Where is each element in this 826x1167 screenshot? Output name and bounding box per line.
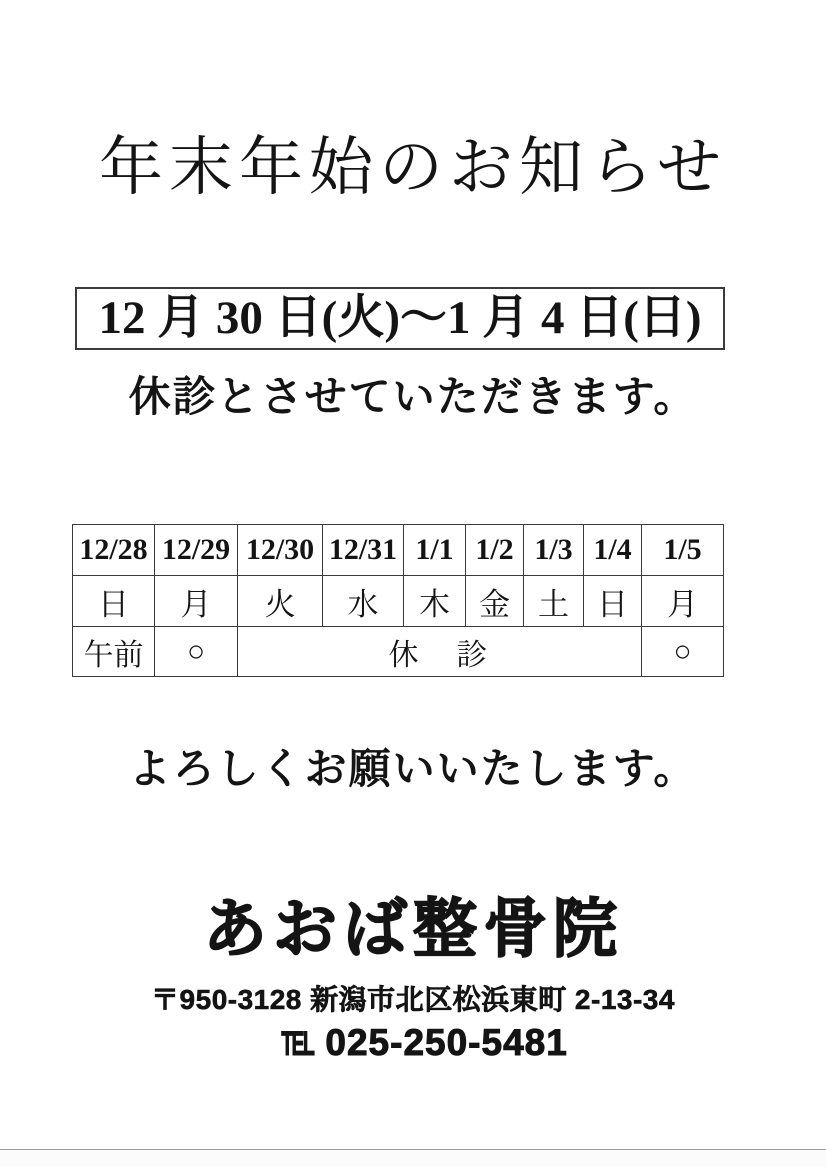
open-mark-cell: ○ <box>642 627 724 677</box>
day-cell: 月 <box>155 576 238 627</box>
clinic-address: 〒950-3128 新潟市北区松浜東町 2-13-34 <box>151 984 675 1015</box>
table-row-morning <box>73 627 724 677</box>
day-cell: 火 <box>238 576 323 627</box>
date-cell: 1/4 <box>584 525 642 576</box>
closure-period-text: 12 月 30 日(火)～1 月 4 日(日) <box>98 292 702 344</box>
closure-statement: 休診とさせていただきます。 <box>128 375 698 421</box>
page-title: 年末年始のお知らせ <box>98 132 728 203</box>
morning-row-label: 午前 <box>73 627 155 677</box>
date-cell: 1/1 <box>404 525 466 576</box>
day-cell: 日 <box>584 576 642 627</box>
scan-paper-bottom-edge <box>0 1149 826 1167</box>
closing-greeting: よろしくお願いいたします。 <box>128 747 698 793</box>
open-mark-cell: ○ <box>155 627 238 677</box>
schedule-table-container <box>72 524 724 677</box>
closure-period-box <box>75 287 725 350</box>
date-cell: 12/31 <box>323 525 404 576</box>
date-cell: 1/3 <box>524 525 584 576</box>
table-row-days <box>73 576 724 627</box>
date-cell: 1/2 <box>466 525 524 576</box>
date-cell: 12/29 <box>155 525 238 576</box>
tel-number: 025-250-5481 <box>325 1022 568 1063</box>
tel-label: TEL <box>281 1025 314 1063</box>
clinic-name: あおば整骨院 <box>203 893 623 965</box>
closed-span-cell: 休 診 <box>238 627 642 677</box>
date-cell: 12/30 <box>238 525 323 576</box>
day-cell: 木 <box>404 576 466 627</box>
date-cell: 12/28 <box>73 525 155 576</box>
date-cell: 1/5 <box>642 525 724 576</box>
clinic-tel-line <box>0 1022 826 1064</box>
day-cell: 日 <box>73 576 155 627</box>
day-cell: 月 <box>642 576 724 627</box>
table-row-dates <box>73 525 724 576</box>
day-cell: 水 <box>323 576 404 627</box>
day-cell: 金 <box>466 576 524 627</box>
schedule-table <box>72 524 724 677</box>
day-cell: 土 <box>524 576 584 627</box>
